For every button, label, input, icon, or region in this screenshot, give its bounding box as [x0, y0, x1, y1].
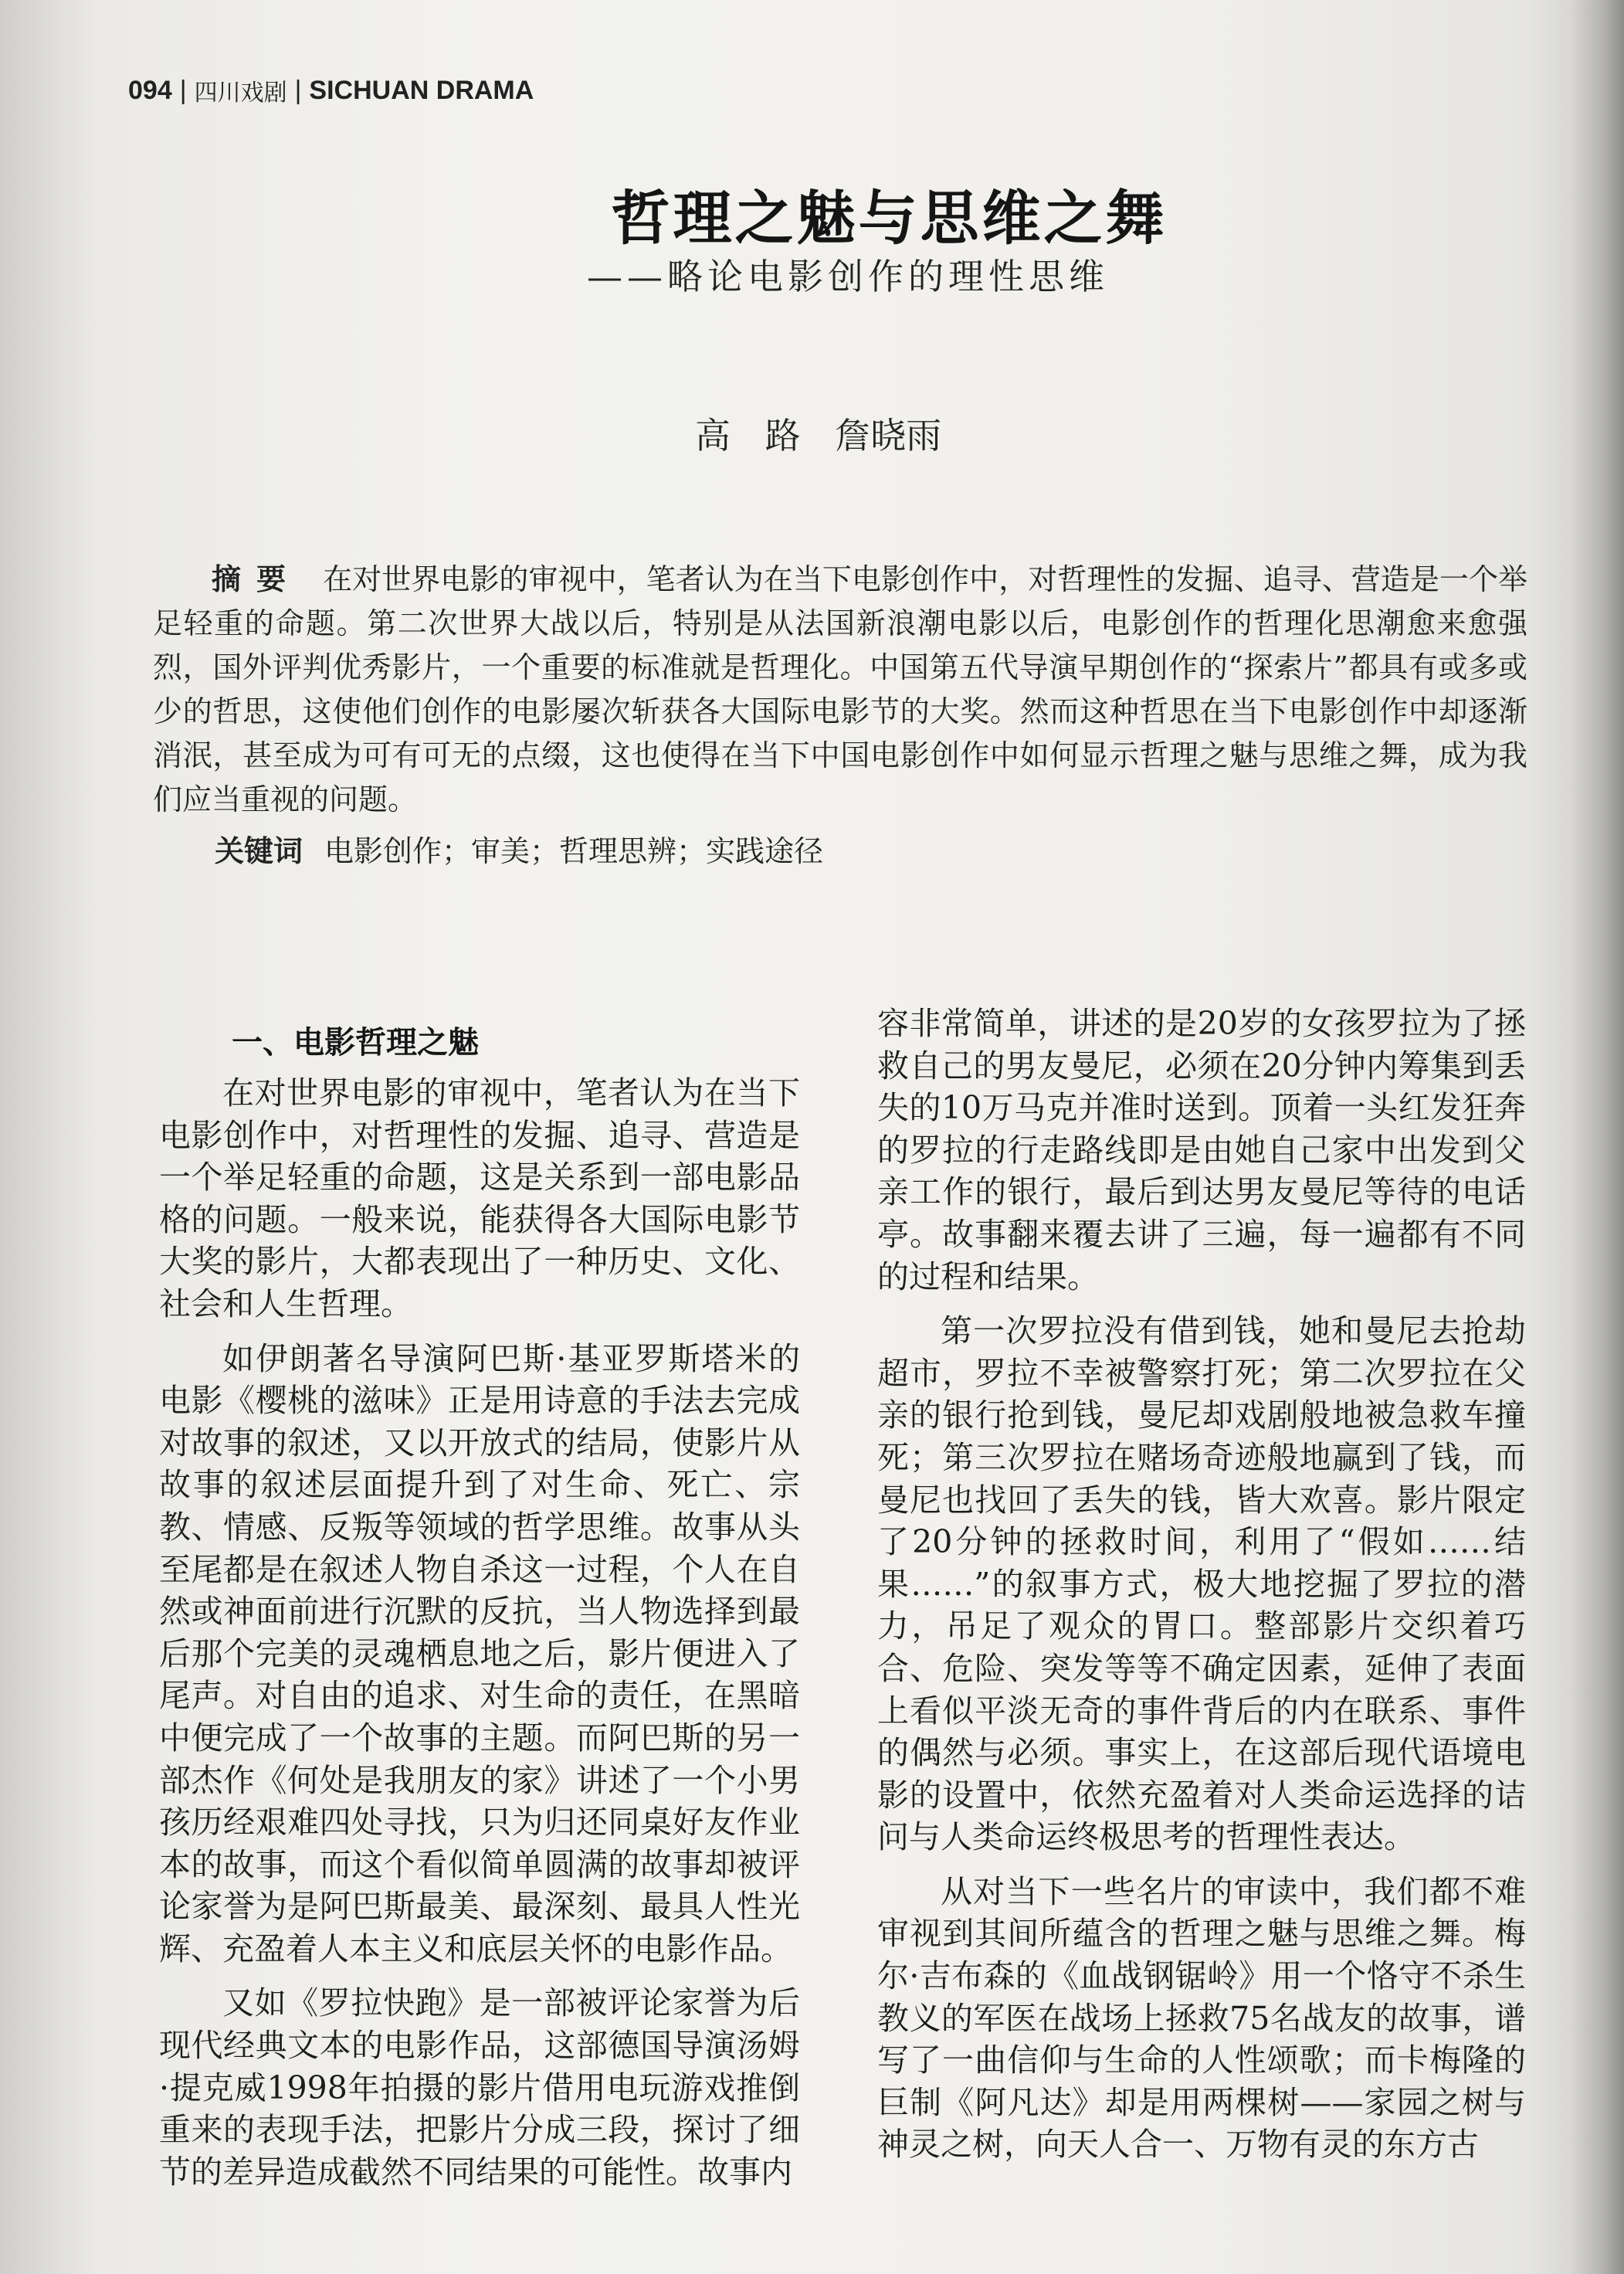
article-authors: 高 路 詹晓雨: [695, 415, 942, 456]
body-paragraph: 如伊朗著名导演阿巴斯·基亚罗斯塔米的电影《樱桃的滋味》正是用诗意的手法去完成对故事的叙述，又以开放式的结局，使影片从故事的叙述层面提升到了对生命、死亡、宗教、情感、反叛等领域的哲学思维。故事从头至尾都是在叙述人物自杀这一过程，个人在自然或神面前进行沉默的反抗，当人物选择到最后那个完美的灵魂栖息地之后，影片便进入了尾声。对自由的追求、对生命的责任，在黑暗中便完成了一个故事的主题。而阿巴斯的另一部杰作《何处是我朋友的家》讲述了一个小男孩历经艰难四处寻找，只为归还同桌好友作业本的故事，而这个看似简单圆满的故事却被评论家誉为是阿巴斯最美、最深刻、最具人性光辉、充盈着人本主义和底层关怀的电影作品。: [159, 1339, 800, 1967]
keywords-text: 电影创作；审美；哲理思辨；实践途径: [324, 834, 824, 868]
separator: |: [179, 75, 187, 105]
body-paragraph: 容非常简单，讲述的是20岁的女孩罗拉为了拯救自己的男友曼尼，必须在20分钟内筹集到丢失的10万马克并准时送到。顶着一头红发狂奔的罗拉的行走路线即是由她自己家中出发到父亲工作的银行，最后到达男友曼尼等待的电话亭。故事翻来覆去讲了三遍，每一遍都有不同的过程和结果。: [877, 1005, 1526, 1295]
abstract-label: 摘要: [212, 562, 302, 596]
keywords: [215, 830, 823, 874]
section-heading: 一、电影哲理之魅: [232, 1025, 479, 1061]
article-title: [0, 171, 1624, 256]
running-head: [128, 73, 534, 108]
body-paragraph: 又如《罗拉快跑》是一部被评论家誉为后现代经典文本的电影作品，这部德国导演汤姆·提克威1998年拍摄的影片借用电玩游戏推倒重来的表现手法，把影片分成三段，探讨了细节的差异造成截然不同结果的可能性。故事内: [159, 1984, 800, 2191]
keywords-label: 关键词: [215, 834, 303, 868]
abstract: [153, 558, 1527, 822]
body-paragraph: 第一次罗拉没有借到钱，她和曼尼去抢劫超市，罗拉不幸被警察打死；第二次罗拉在父亲的银行抢到钱，曼尼却戏剧般地被急救车撞死；第三次罗拉在赌场奇迹般地赢到了钱，而曼尼也找回了丢失的钱，皆大欢喜。影片限定了20分钟的拯救时间，利用了“假如……结果……”的叙事方式，极大地挖掘了罗拉的潜力，吊足了观众的胃口。整部影片交织着巧合、危险、突发等等不确定因素，延伸了表面上看似平淡无奇的事件背后的内在联系、事件的偶然与必须。事实上，在这部后现代语境电影的设置中，依然充盈着对人类命运选择的诘问与人类命运终极思考的哲理性表达。: [877, 1312, 1526, 1856]
journal-name-cn: 四川戏剧: [194, 80, 287, 106]
page-edge-shadow: [1570, 0, 1624, 2274]
body-paragraph: 在对世界电影的审视中，笔者认为在当下电影创作中，对哲理性的发掘、追寻、营造是一个举足轻重的命题，这是关系到一部电影品格的问题。一般来说，能获得各大国际电影节大奖的影片，大都表现出了一种历史、文化、社会和人生哲理。: [159, 1074, 800, 1322]
abstract-text: 在对世界电影的审视中，笔者认为在当下电影创作中，对哲理性的发掘、追寻、营造是一个举足轻重的命题。第二次世界大战以后，特别是从法国新浪潮电影以后，电影创作的哲理化思潮愈来愈强烈，国外评判优秀影片，一个重要的标准就是哲理化。中国第五代导演早期创作的“探索片”都具有或多或少的哲思，这使他们创作的电影屡次斩获各大国际电影节的大奖。然而这种哲思在当下电影创作中却逐渐消泯，甚至成为可有可无的点缀，这也使得在当下中国电影创作中如何显示哲理之魅与思维之舞，成为我们应当重视的问题。: [153, 562, 1527, 816]
article-subtitle: ——略论电影创作的理性思维: [587, 256, 1109, 297]
article-title-text: 哲理之魅与思维之舞: [611, 184, 1168, 253]
separator: |: [294, 75, 302, 105]
body-paragraph: 从对当下一些名片的审读中，我们都不难审视到其间所蕴含的哲理之魅与思维之舞。梅尔·吉布森的《血战钢锯岭》用一个恪守不杀生教义的军医在战场上拯救75名战友的故事，谱写了一曲信仰与生命的人性颂歌；而卡梅隆的巨制《阿凡达》却是用两棵树——家园之树与神灵之树，向天人合一、万物有灵的东方古: [877, 1872, 1526, 2164]
abstract-paragraph: [153, 558, 1527, 822]
right-column: [877, 1003, 1526, 2166]
left-column: [159, 1026, 800, 2193]
page-number: 094: [128, 75, 172, 105]
journal-name-en: SICHUAN DRAMA: [309, 75, 534, 105]
